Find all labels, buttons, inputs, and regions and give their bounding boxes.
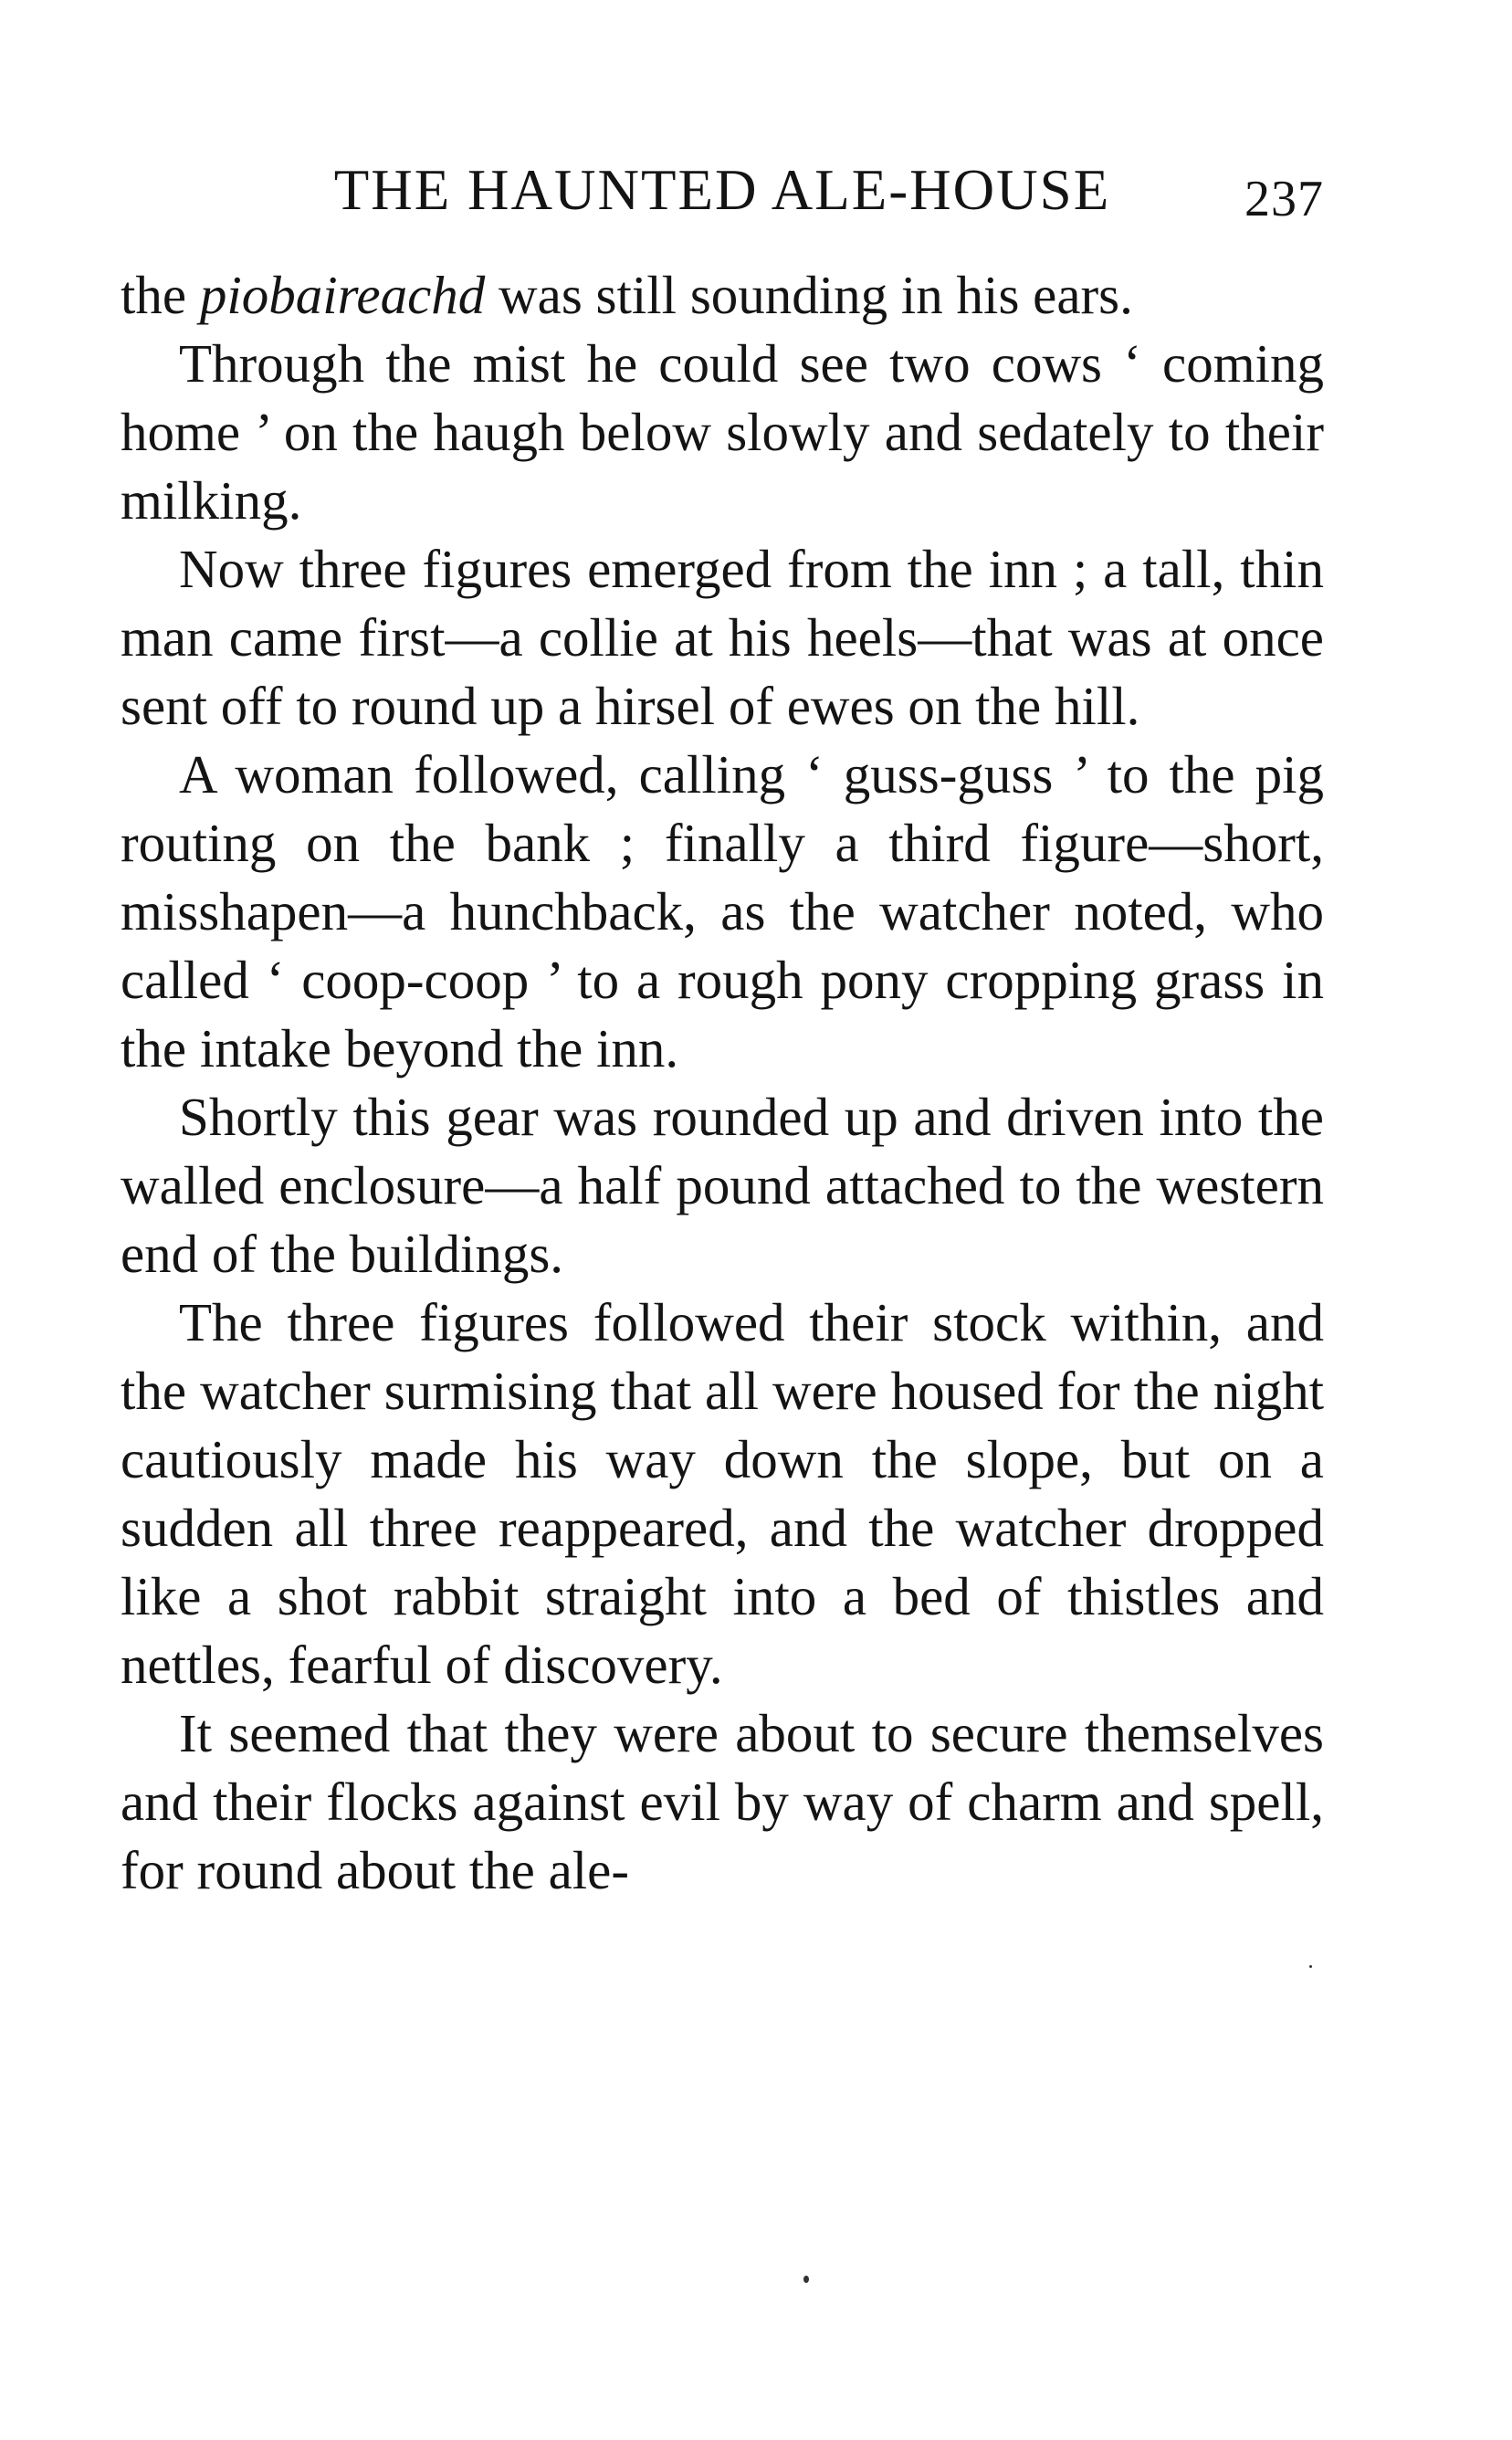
paragraph-text-tail: was still sounding in his ears.: [485, 265, 1133, 325]
paragraph: It seemed that they were about to secure themselves and their flocks against evil by way of charm and spell, for round about the ale-: [121, 1703, 1324, 1900]
print-speck: [1309, 1965, 1312, 1968]
paragraph-text-lead: the: [121, 265, 200, 325]
italic-term: piobaireachd: [199, 265, 486, 325]
paragraph: A woman followed, calling ‘ guss-guss ’ to the pig routing on the bank ; finally a third figure—short, misshapen—a hunchback, as the watcher noted, who called ‘ coop-coop ’ to a rough pony cropping grass in the intake beyond the inn.: [121, 744, 1324, 1078]
paragraph-continuation: [121, 261, 1324, 330]
running-title: THE HAUNTED ALE-HOUSE: [333, 158, 1111, 222]
print-speck: [803, 2276, 809, 2283]
page-number: 237: [1244, 171, 1324, 227]
running-head: [121, 153, 1324, 226]
paragraph: Now three figures emerged from the inn ; a tall, thin man came first—a collie at his heels—that was at once sent off to round up a hirsel of ewes on the hill.: [121, 539, 1324, 736]
paragraph: Through the mist he could see two cows ‘ coming home ’ on the haugh below slowly and sedately to their milking.: [121, 333, 1324, 531]
body-text: [121, 261, 1324, 1905]
paragraph: The three figures followed their stock within, and the watcher surmising that all were housed for the night cautiously made his way down the slope, but on a sudden all three reappeared, and the watcher dropped like a shot rabbit straight into a bed of thistles and nettles, fearful of discovery.: [121, 1292, 1324, 1695]
paragraph: Shortly this gear was rounded up and driven into the walled enclosure—a half pound attached to the western end of the buildings.: [121, 1087, 1324, 1284]
